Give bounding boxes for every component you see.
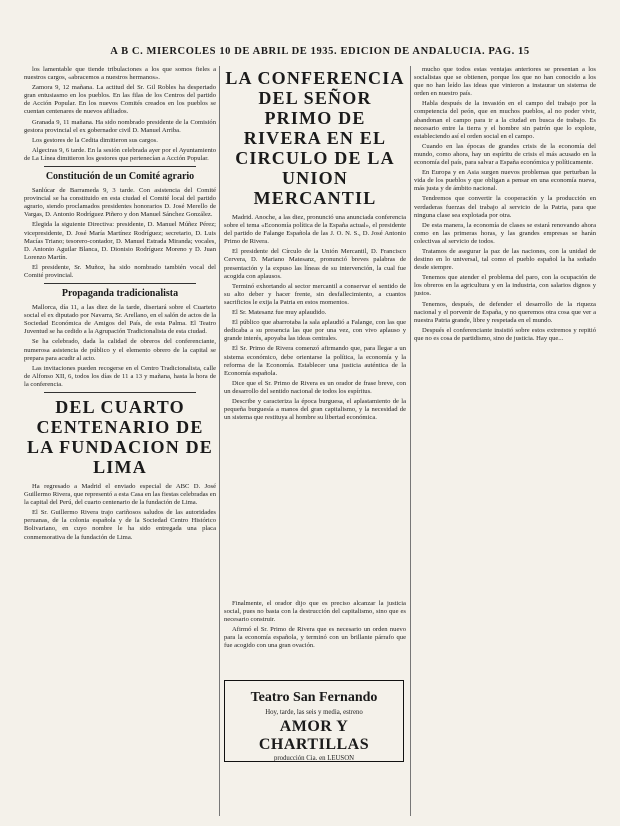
paragraph: Describe y caracteriza la época burguesa, el aplastamiento de la pequeña burguesía a manos del gran capitalismo, y la necesidad de un sistema que restituya al hombre su libertad económica. (224, 397, 406, 422)
divider (44, 166, 196, 167)
theatre-advertisement (224, 680, 404, 762)
paragraph: Granada 9, 11 mañana. Ha sido nombrado presidente de la Comisión gestora provincial el ex gobernador civil D. Manuel Arriba. (24, 118, 216, 134)
ad-line: producción Cia. en LEUSON (273, 755, 355, 762)
page-header: A B C. MIERCOLES 10 DE ABRIL DE 1935. EDICION DE ANDALUCIA. PAG. 15 (110, 46, 530, 57)
paragraph: los lamentable que tiende tribulaciones a los que somos fieles a nuestros cargos, «abracemos a nuestros hermanos». (24, 66, 216, 82)
paragraph: El Sr. Primo de Rivera comenzó afirmando que, para llegar a un sistema económico, debe orientarse la política, la economía y la reforma de la Economía. Establecer una justicia auténtica de la Economía española. (224, 345, 406, 377)
paragraph: El Sr. Guillermo Rivera trajo cariñosos saludos de las autoridades peruanas, de la colonia española y de la Sociedad Centro Histórico Bolivariano, en cuyo nombre le ha sido entregada una placa conmemorativa de la fundación de Lima. (24, 509, 216, 541)
paragraph: Elegida la siguiente Directiva: presidente, D. Manuel Múñez Pérez; vicepresidente, D. José María Martínez Rodríguez; secretario, D. Luis Macías Triano; tesorero-contador, D. Manuel Estrada Miranda; vocales, D. Antonio Aguilar Blanca, D. Dionisio Rodríguez Moreno y D. Juan Lorenzo Martín. (24, 221, 216, 261)
column-right (414, 66, 596, 826)
paragraph: Cuando en las épocas de grandes crisis de la economía del mundo, como ahora, hay un espíritu de crisis el más acusado en la economía del país, para salvar a España económica y políticamente. (414, 142, 596, 167)
paragraph: Tendremos que convertir la cooperación y la producción en verdaderas fuerzas del trabajo al servicio de la Patria, para que ninguna clase sea explotada por otra. (414, 195, 596, 219)
article-headline: DEL CUARTO CENTENARIO DE LA FUNDACION DE LIMA (26, 397, 213, 477)
paragraph: Sanlúcar de Barrameda 9, 3 tarde. Con asistencia del Comité provincial se ha constituido en esta ciudad el Comité local del partido agrario, siendo proclamados presidentes honorarios D. José Merello de Vargas, D. Antonio Rodríguez Piñero y don Manuel Sánchez González. (24, 187, 216, 219)
paragraph: Tenemos, después, de defender el desarrollo de la riqueza nacional y el porvenir de España, y no queremos otra cosa que ver a nuestra Patria grande, libre y respetada en el mundo. (414, 300, 596, 324)
paragraph: Dice que el Sr. Primo de Rivera es un orador de frase breve, con un desarrollo del sentido nacional de todos los espíritus. (224, 379, 406, 395)
paragraph: De esta manera, la economía de clases se estará renovando ahora como en las primeras horas, y las grandes empresas se harán colectivas al servicio de todos. (414, 221, 596, 245)
paragraph: El público que abarrotaba la sala aplaudió a Falange, con las que dedicaba a su presencia las que por una vez, con vivo aplauso y grande interés, apoyaba las ideas centrales. (224, 319, 406, 343)
paragraph: Se ha celebrado, dada la calidad de obreros del conferenciante, numerosa asistencia de público y el elemento obrero de la capital se prepara para acudir al acto. (24, 338, 216, 362)
paragraph: Madrid. Anoche, a las diez, pronunció una anunciada conferencia sobre el tema «Economía política de la España actual», el presidente del partido de Falange Española de las J. O. N. S., D. José Antonio Primo de Rivera. (224, 214, 406, 246)
ad-show-title: AMOR Y CHARTILLAS (258, 718, 370, 753)
column-middle-continuation (224, 600, 406, 670)
paragraph: Después el conferenciante insistió sobre estos extremos y repitió que no es cosa de partidismo, sino de justicia. Hay que... (414, 326, 596, 342)
paragraph: El presidente, Sr. Muñoz, ha sido nombrado también vocal del Comité provincial. (24, 263, 216, 279)
article-heading: Propaganda tradicionalista (61, 288, 179, 300)
paragraph: El presidente del Círculo de la Unión Mercantil, D. Francisco Cervera, D. Mariano Matesanz, pronunció breves palabras de presentación y la expuso las líneas de su intervención, la cual fue acogida con aplausos. (224, 248, 406, 280)
column-middle (224, 66, 406, 656)
paragraph: Terminó exhortando al sector mercantil a conservar el sentido de su alto deber y hacer frente, sin desfallecimiento, a cuantos sacrificios le exija la Patria en estos momentos. (224, 282, 406, 306)
paragraph: En Europa y en Asia surgen nuevos problemas que perturban la vida de los pueblos y que obligan a pensar en una economía nueva, más justa y de ámbito nacional. (414, 169, 596, 193)
article-heading: Constitución de un Comité agrario (45, 171, 195, 183)
paragraph: Habla después de la invasión en el campo del trabajo por la competencia del peón, que en muchos pueblos, al no poder vivir, abandonan el campo para ir a la ciudad en busca de trabajo. Es necesario entre la tierra y el hombre sin patrón que lo explote, estableciendo así el orden social en el campo. (414, 100, 596, 140)
paragraph: Tenemos que atender el problema del paro, con la ocupación de los obreros en la agricultura y en la industria, con salarios dignos y justos. (414, 274, 596, 298)
paragraph: Mallorca, día 11, a las diez de la tarde, disertará sobre el Cuarteto social el ex diputado por Navarra, Sr. Arellano, en el salón de actos de la Sociedad Económica de Amigos del País, de esta Palma. El Teatro Juventud se ha cedido a la Agrupación Tradicionalista de esta ciudad. (24, 304, 216, 336)
paragraph: Afirmó el Sr. Primo de Rivera que es necesario un orden nuevo para la economía española, y terminó con un brillante párrafo que fue acogido con una gran ovación. (224, 626, 406, 650)
paragraph: Ha regresado a Madrid el enviado especial de ABC D. José Guillermo Rivera, que representó a esta Casa en las fiestas celebradas en la capital del Perú, del cuarto centenario de la fundación de Lima. (24, 483, 216, 507)
paragraph: Algeciras 9, 6 tarde. En la sesión celebrada ayer por el Ayuntamiento de La Línea dimitieron los gestores que pertenecían a Acción Popular. (24, 146, 216, 162)
paragraph: Los gestores de la Cedita dimitieron sus cargos. (32, 136, 158, 144)
paragraph: Zamora 9, 12 mañana. La actitud del Sr. Gil Robles ha despertado gran entusiasmo en los pueblos. En las filas de los Centros del partido de Acción Popular. En los nuevos Comités creados en los pueblos se cuentan centenares de nuevos afiliados. (24, 84, 216, 116)
divider (44, 392, 196, 393)
article-headline: LA CONFERENCIA DEL SEÑOR PRIMO DE RIVERA EN EL CIRCULO DE LA UNION MERCANTIL (225, 68, 405, 208)
column-rule (410, 66, 411, 816)
paragraph: mucho que todos estas ventajas anteriores se presentan a los socialistas que se obtienen, porque los que no han conocido a los que no han leído las ideas que vinieron a instaurar un sistema de orden en nuestro país. (414, 66, 596, 98)
ad-title: Teatro San Fernando (250, 690, 378, 705)
paragraph: Tratamos de asegurar la paz de las naciones, con la unidad de destino en lo universal, tal como el pueblo español la ha soñado desde siempre. (414, 247, 596, 272)
column-rule (219, 66, 220, 816)
divider (44, 283, 196, 284)
paragraph: Las invitaciones pueden recogerse en el Centro Tradicionalista, calle de Alfonso XII, 6, todos los días de 11 a 13 y mañana, hasta la hora de la conferencia. (24, 364, 216, 388)
column-left (24, 66, 216, 826)
ad-line: Hoy, tarde, las seis y media, estreno (265, 709, 363, 716)
paragraph: Finalmente, el orador dijo que es preciso alcanzar la justicia social, pues no basta con la destrucción del capitalismo, sino que es necesario construir. (224, 600, 406, 624)
paragraph: El Sr. Matesanz fue muy aplaudido. (232, 309, 327, 317)
